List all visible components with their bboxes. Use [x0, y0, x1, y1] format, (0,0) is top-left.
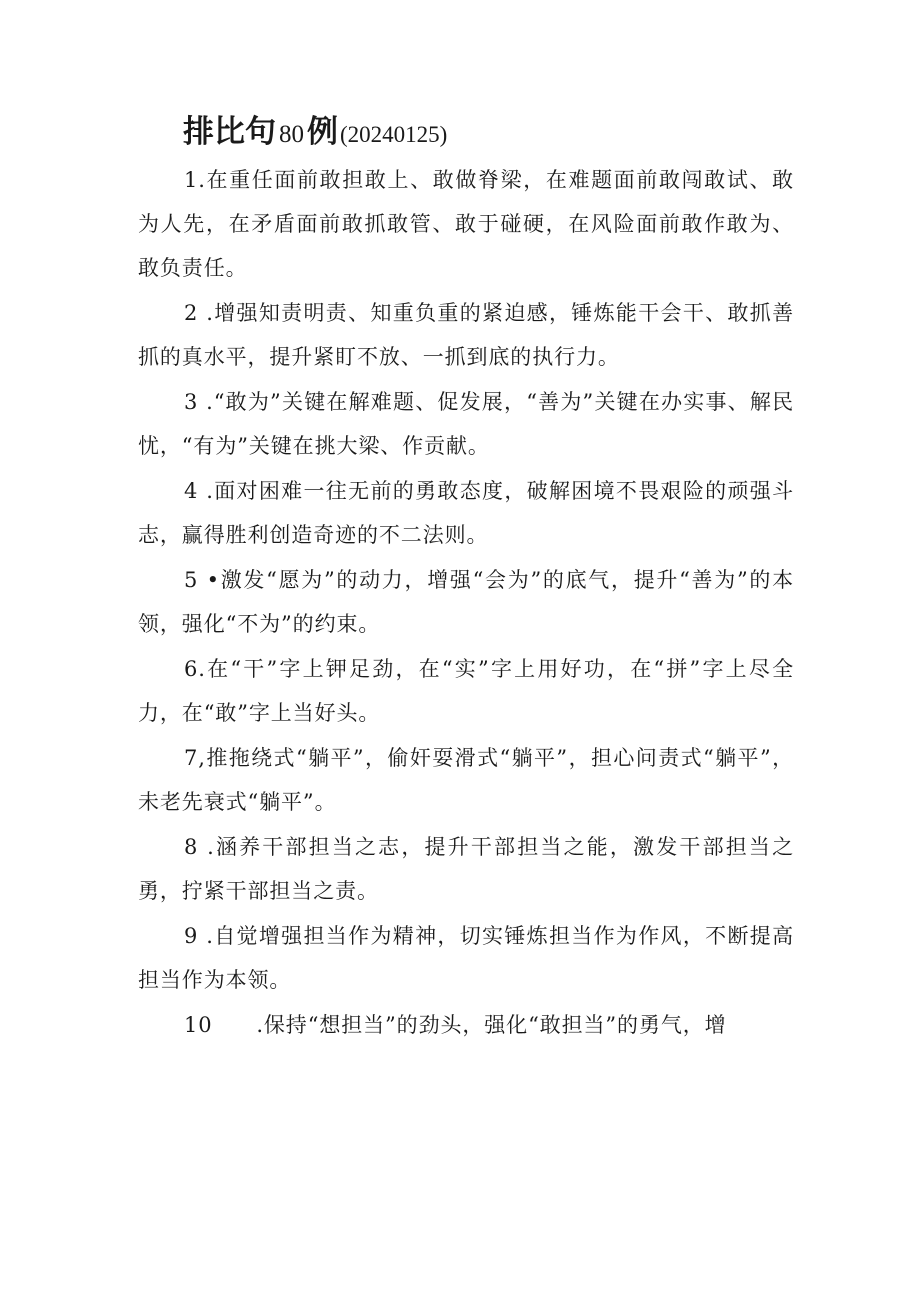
- paragraph-3: 3 .“敢为”关键在解难题、促发展，“善为”关键在办实事、解民忧，“有为”关键在挑大梁、作贡献。: [138, 390, 794, 458]
- paragraph-4: 4 .面对困难一往无前的勇敢态度，破解困境不畏艰险的顽强斗志，赢得胜利创造奇迹的不二法则。: [138, 479, 794, 547]
- document-title: [183, 108, 447, 156]
- paragraph-9: 9 .自觉增强担当作为精神，切实锤炼担当作为作风，不断提高担当作为本领。: [138, 924, 794, 992]
- title-text-suffix: 例: [307, 114, 338, 150]
- title-number: 80: [279, 121, 304, 148]
- paragraph-10: 10 .保持“想担当”的劲头，强化“敢担当”的勇气，增: [184, 1013, 727, 1037]
- title-text: 排比句: [183, 114, 276, 150]
- paragraph-8: 8 .涵养干部担当之志，提升干部担当之能，激发干部担当之勇，拧紧干部担当之责。: [138, 835, 794, 903]
- title-date: (20240125): [340, 122, 448, 147]
- paragraph-7: 7,推拖绕式“躺平”，偷奸耍滑式“躺平”，担心问责式“躺平”，未老先衰式“躺平”。: [138, 746, 794, 814]
- paragraph-6: 6.在“干”字上钾足劲，在“实”字上用好功，在“拼”字上尽全力，在“敢”字上当好头。: [138, 657, 794, 725]
- paragraph-5: 5 •激发“愿为”的动力，增强“会为”的底气，提升“善为”的本领，强化“不为”的约束。: [138, 568, 794, 636]
- paragraph-2: 2 .增强知责明责、知重负重的紧迫感，锤炼能干会干、敢抓善抓的真水平，提升紧盯不放、一抓到底的执行力。: [138, 301, 794, 369]
- document-body: [138, 158, 794, 1048]
- paragraph-1: 1.在重任面前敢担敢上、敢做脊梁，在难题面前敢闯敢试、敢为人先，在矛盾面前敢抓敢管、敢于碰硬，在风险面前敢作敢为、敢负责任。: [138, 168, 794, 280]
